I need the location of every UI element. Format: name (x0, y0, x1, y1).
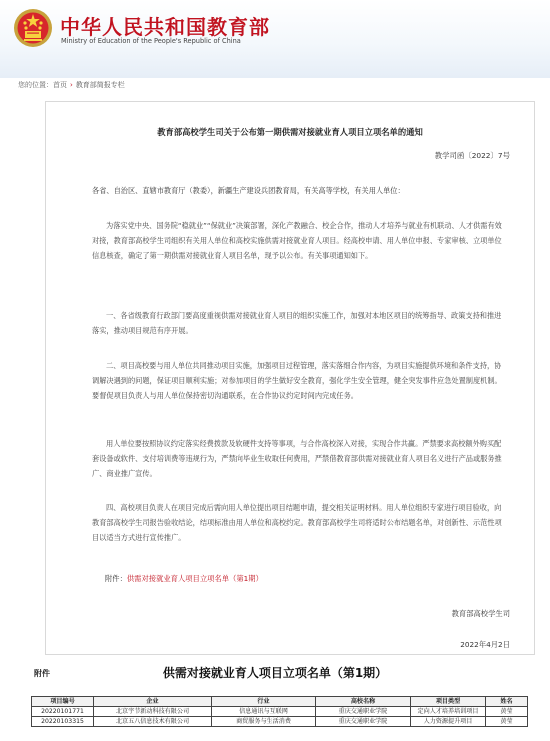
document-date: 2022年4月2日 (460, 640, 510, 649)
document-paragraph: 四、高校项目负责人在项目完成后需向用人单位提出项目结题申请，提交相关证明材料。用人单位组织专家进行项目验收，向教育部高校学生司报告验收结论，结项标准由用人单位和高校约定。教育部高校学生司将适时公布结题名单，对创新性、示范性项目以适当方式进行宣传推广。 (92, 503, 502, 543)
document-paragraph: 为落实党中央、国务院“稳就业”“保就业”决策部署，深化产教融合、校企合作，推动人才培养与就业有机联动、人才供需有效对接，教育部高校学生司组织有关用人单位和高校实施供需对接就业育人项目。经高校申请、用人单位申报、专家审核、立项单位信息核查，确定了第一期供需对接就业育人项目名单，现予以公布。有关事项通知如下。 (92, 221, 502, 261)
appendix-title: 供需对接就业育人项目立项名单（第1期） (162, 666, 388, 680)
table-cell: 20220103315 (32, 717, 94, 727)
breadcrumb-section-link[interactable]: 教育部简报专栏 (75, 81, 125, 89)
table-cell: 黄莹 (486, 707, 528, 717)
table-cell: 重庆交通职业学院 (316, 707, 411, 717)
attachment-link[interactable]: 供需对接就业育人项目立项名单（第1期） (126, 574, 263, 583)
document-paragraph: 二、项目高校要与用人单位共同推动项目实施，加强项目过程管理，落实落细合作内容，为项目实施提供环境和条件支持，协调解决遇到的问题，保证项目顺利实施；对参加项目的学生做好安全教育，强化学生安全管理，健全突发事件应急处置制度机制。要督促项目负责人与用人单位保持密切沟通联系，在合作协议约定时间内完成任务。 (92, 361, 502, 401)
table-row (32, 717, 528, 727)
table-cell: 人力资源提升项目 (411, 717, 486, 727)
table-cell: 重庆交通职业学院 (316, 717, 411, 727)
table-cell: 商贸服务与生活消费 (212, 717, 316, 727)
document-paragraph: 一、各省级教育行政部门要高度重视供需对接就业育人项目的组织实施工作，加强对本地区项目的统筹指导、政策支持和推进落实，推动项目规范有序开展。 (92, 311, 502, 336)
attachment-line (105, 574, 263, 584)
table-cell: 北京五八信息技术有限公司 (94, 717, 212, 727)
table-cell: 定向人才培养培训项目 (411, 707, 486, 717)
table-cell: 黄莹 (486, 717, 528, 727)
column-header: 高校名称 (316, 697, 411, 707)
project-table (31, 696, 528, 727)
breadcrumb-separator: › (70, 81, 73, 89)
appendix-label: 附件 (34, 669, 50, 678)
table-cell: 信息通讯与互联网 (212, 707, 316, 717)
breadcrumb-label: 您的位置： (18, 81, 53, 89)
column-header: 项目类型 (411, 697, 486, 707)
table-header-row (32, 697, 528, 707)
table-row (32, 707, 528, 717)
column-header: 企业 (94, 697, 212, 707)
document-title: 教育部高校学生司关于公布第一期供需对接就业育人项目立项名单的通知 (157, 127, 423, 137)
table-cell: 20220101771 (32, 707, 94, 717)
column-header: 项目编号 (32, 697, 94, 707)
attachment-label: 附件： (105, 574, 127, 583)
document-number: 教学司函〔2022〕7号 (434, 151, 510, 160)
breadcrumb-home-link[interactable]: 首页 (53, 81, 67, 89)
national-emblem-icon (13, 8, 53, 48)
site-title[interactable]: 中华人民共和国教育部 (60, 15, 270, 39)
column-header: 姓名 (486, 697, 528, 707)
document-addressee: 各省、自治区、直辖市教育厅（教委），新疆生产建设兵团教育局，有关高等学校，有关用人单位： (92, 186, 405, 195)
breadcrumb (18, 80, 125, 90)
document-signer: 教育部高校学生司 (451, 609, 510, 618)
column-header: 行业 (212, 697, 316, 707)
document-paragraph: 用人单位要按照协议约定落实经费拨款及软硬件支持等事项，与合作高校深入对接，实现合作共赢。严禁要求高校额外购买配套设备或软件、支付培训费等违规行为，严禁向毕业生收取任何费用，严禁借教育部供需对接就业育人项目名义进行产品或服务推广、商业推广宣传。 (92, 439, 502, 479)
site-subtitle: Ministry of Education of the People's Republic of China (61, 37, 241, 45)
document-card (45, 101, 535, 655)
site-header (0, 0, 550, 78)
table-cell: 北京宇节新动科技有限公司 (94, 707, 212, 717)
